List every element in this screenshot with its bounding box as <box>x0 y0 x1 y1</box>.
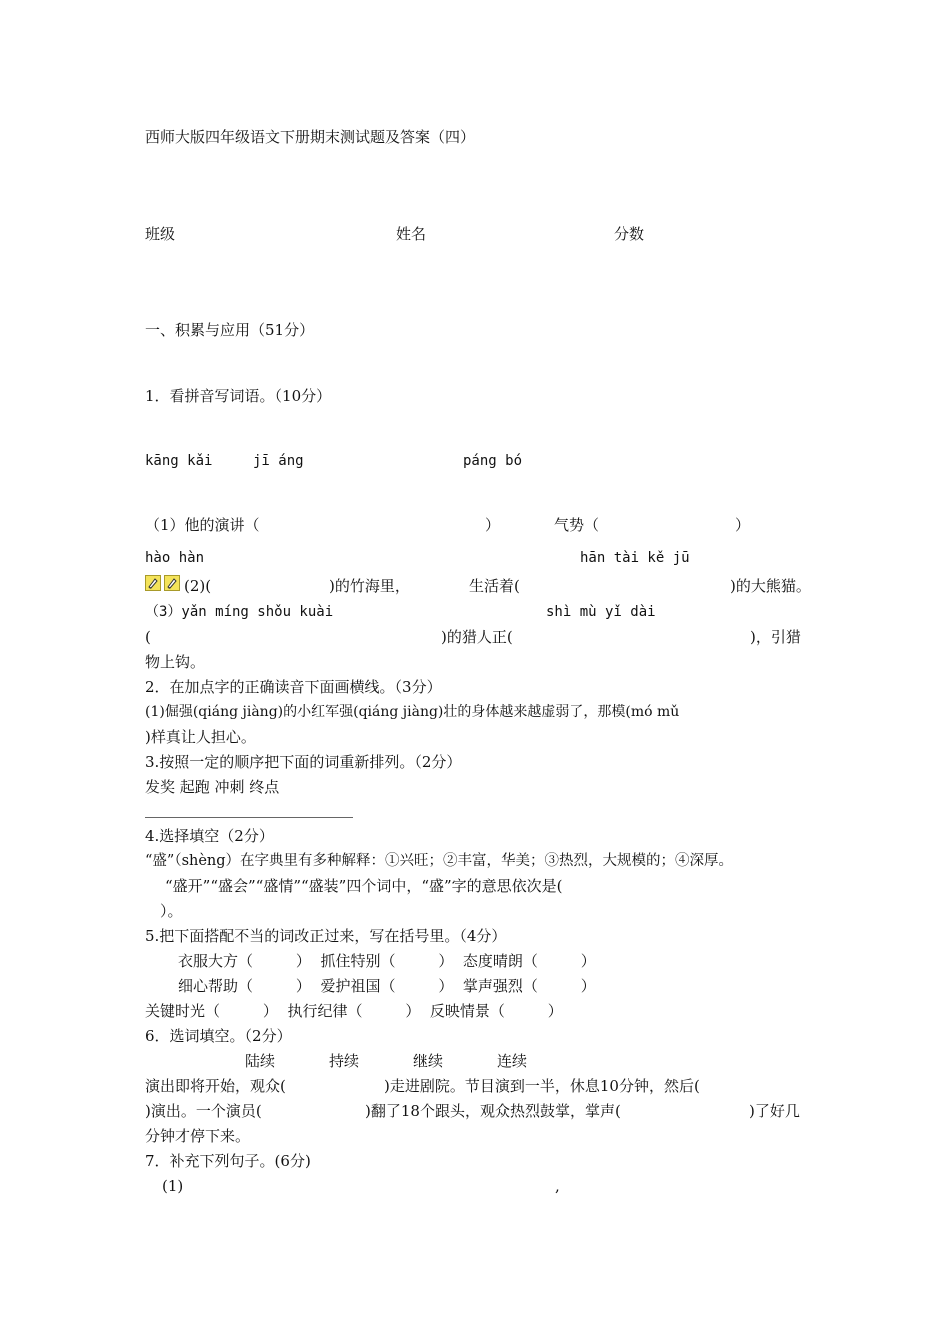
sentence-1-qishi: 气势（ <box>554 516 600 534</box>
question-6-line-3: 分钟才停下来。 <box>145 1127 251 1145</box>
name-label: 姓名 <box>396 225 427 243</box>
sentence-1-close: ） <box>485 516 501 534</box>
sentence-1-end: ） <box>735 516 751 534</box>
question-5-title: 5.把下面搭配不当的词改正过来，写在括号里。（4分） <box>145 927 507 945</box>
question-3-title: 3.按照一定的顺序把下面的词重新排列。（2分） <box>145 753 462 771</box>
sentence-3-cont: 物上钩。 <box>145 653 206 671</box>
option-3: 继续 <box>413 1052 444 1070</box>
question-6-line-1a: 演出即将开始，观众( <box>145 1077 286 1095</box>
question-5-row-1: 衣服大方（ ） 抓住特别（ ） 态度晴朗（ ） <box>178 952 596 970</box>
question-6-line-2b: )翻了18个跟头，观众热烈鼓掌，掌声( <box>365 1102 621 1120</box>
question-5-row-3: 关键时光（ ） 执行纪律（ ） 反映情景（ ） <box>145 1002 563 1020</box>
sentence-3-mid: )的猎人正( <box>441 628 513 646</box>
question-4-line-3: ）。 <box>160 902 183 920</box>
sentence-3-pinyin-1: （3）yǎn míng shǒu kuài <box>145 604 334 620</box>
question-1-title: 1．看拼音写词语。（10分） <box>145 387 332 405</box>
question-5-row-2: 细心帮助（ ） 爱护祖国（ ） 掌声强烈（ ） <box>178 977 596 995</box>
score-label: 分数 <box>614 225 645 243</box>
question-6-line-1b: )走进剧院。节目演到一半，休息10分钟，然后( <box>384 1077 700 1095</box>
option-4: 连续 <box>497 1052 528 1070</box>
question-6-title: 6．选词填空。（2分） <box>145 1027 292 1045</box>
pinyin-haohan: hào hàn <box>145 550 205 566</box>
edit-icon <box>145 575 161 591</box>
edit-icon <box>164 575 180 591</box>
question-4-line-2: “盛开”“盛会”“盛情”“盛装”四个词中，“盛”字的意思依次是( <box>165 877 563 895</box>
sentence-2-shenghuo: 生活着( <box>469 577 520 595</box>
question-6-line-2c: )了好几 <box>749 1102 800 1120</box>
pinyin-pangbo: páng bó <box>463 453 523 469</box>
sentence-1-start: （1）他的演讲（ <box>145 516 260 534</box>
sentence-3-end: )，引猎 <box>750 628 801 646</box>
document-title: 西师大版四年级语文下册期末测试题及答案（四） <box>145 128 476 146</box>
sentence-2-end: )的大熊猫。 <box>730 577 811 595</box>
class-label: 班级 <box>145 225 176 243</box>
question-4-line-1: “盛”（shèng）在字典里有多种解释：①兴旺；②丰富，华美；③热烈，大规模的；④深厚。 <box>145 853 734 869</box>
answer-line <box>145 817 353 818</box>
option-2: 持续 <box>329 1052 360 1070</box>
sentence-2-mid: )的竹海里， <box>329 577 410 595</box>
question-2-line-1: (1)倔强(qiáng jiàng)的小红军强(qiáng jiàng)壮的身体越来越虚弱了，那模(mó mǔ <box>145 704 680 720</box>
question-4-title: 4.选择填空（2分） <box>145 827 274 845</box>
question-7-title: 7．补充下列句子。(6分) <box>145 1152 311 1170</box>
question-6-line-2a: )演出。一个演员( <box>145 1102 262 1120</box>
option-1: 陆续 <box>245 1052 276 1070</box>
pinyin-kangkai: kāng kǎi <box>145 453 213 469</box>
sentence-3-open: ( <box>145 628 151 646</box>
sentence-3-pinyin-2: shì mù yǐ dài <box>546 604 656 620</box>
pinyin-hantai: hān tài kě jū <box>580 550 690 566</box>
section-title: 一、积累与应用（51分） <box>145 321 315 339</box>
pinyin-jiang: jī áng <box>253 453 304 469</box>
sentence-2-start: (2)( <box>184 577 212 595</box>
question-2-title: 2．在加点字的正确读音下面画横线。（3分） <box>145 678 442 696</box>
question-2-line-2: )样真让人担心。 <box>145 728 256 746</box>
question-7-comma: , <box>555 1177 560 1195</box>
question-7-item-1: (1) <box>162 1177 184 1195</box>
question-3-words: 发奖 起跑 冲刺 终点 <box>145 778 280 796</box>
